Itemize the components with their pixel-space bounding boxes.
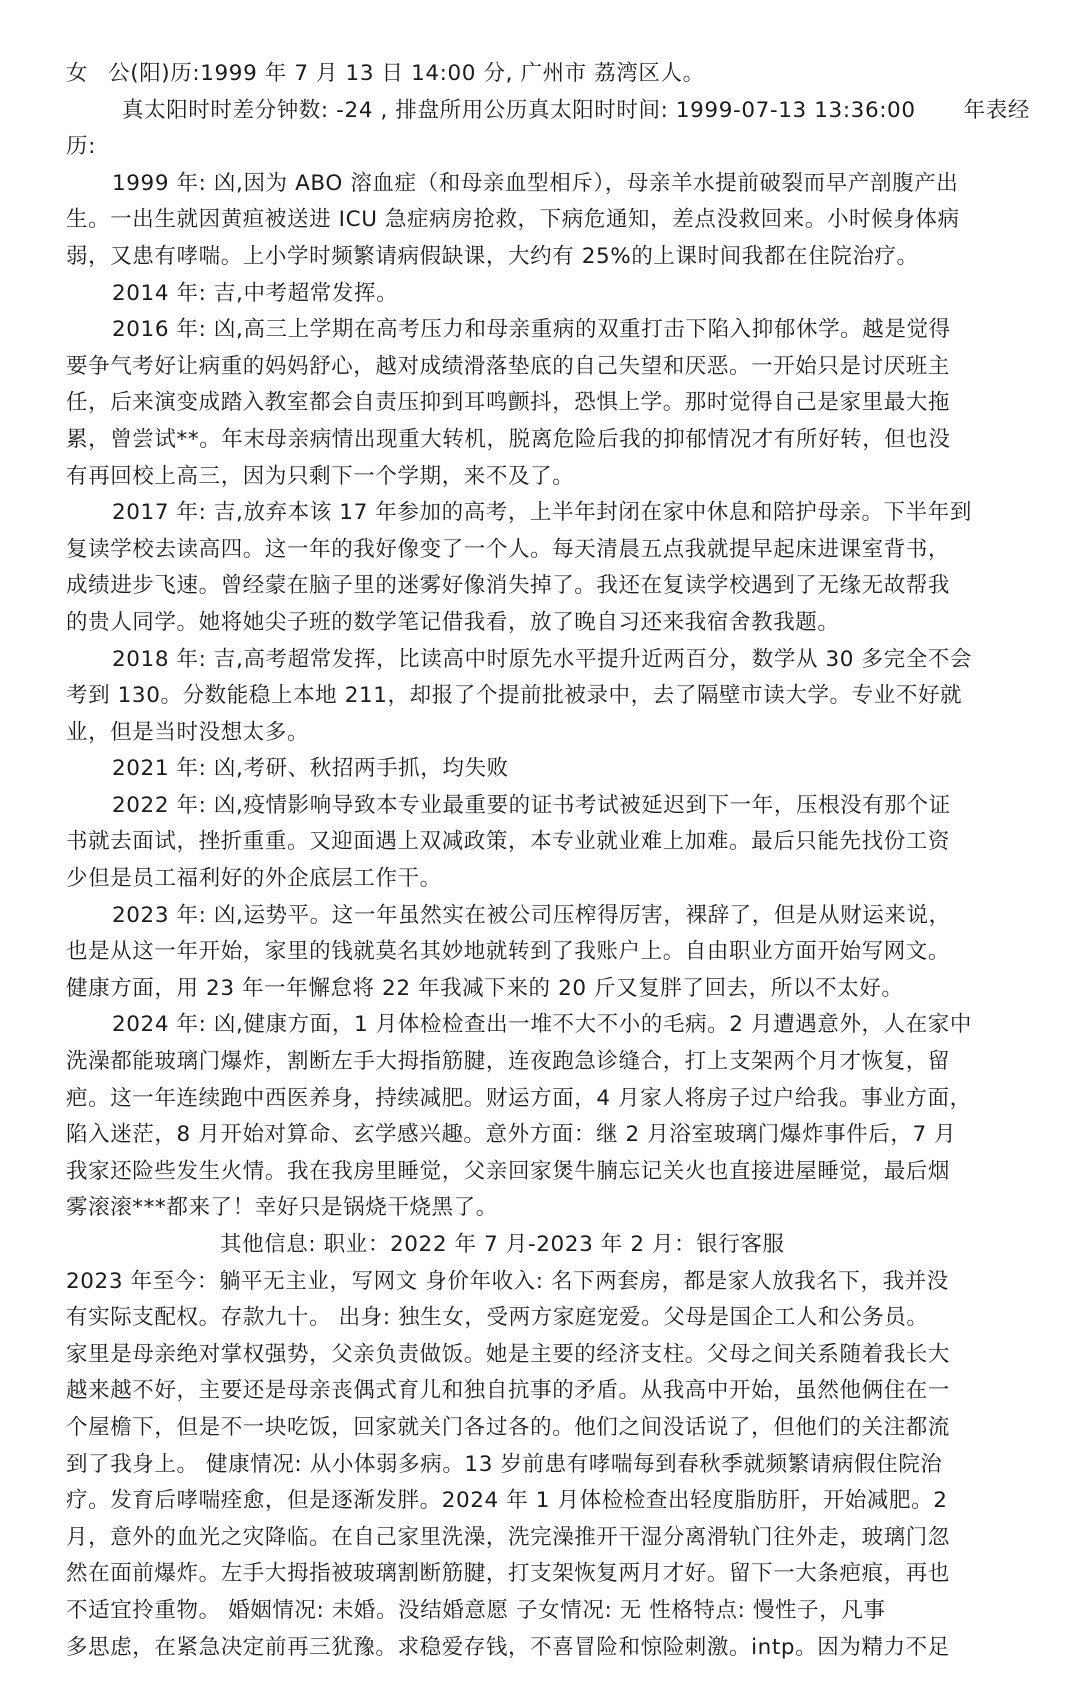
other-info-line: 月，意外的血光之灾降临。在自己家里洗澡，洗完澡推开干湿分离滑轨门往外走，玻璃门忽 xyxy=(66,1524,951,1550)
other-info-heading-text: 其他信息: 职业：2022 年 7 月-2023 年 2 月：银行客服 xyxy=(220,1232,785,1257)
chronology-entry xyxy=(66,312,962,495)
entry-first-line: 1999 年: 凶,因为 ABO 溶血症（和母亲血型相斥），母亲羊水提前破裂而早产剖腹产出 xyxy=(112,170,959,196)
chronology-entry xyxy=(66,898,962,1008)
chronology-label: 年表经 xyxy=(963,97,1030,123)
entry-first-line: 2016 年: 凶,高三上学期在高考压力和母亲重病的双重打击下陷入抑郁休学。越是觉得 xyxy=(112,317,951,343)
entry-line: 洗澡都能玻璃门爆炸，割断左手大拇指筋腱，连夜跑急诊缝合，打上支架两个月才恢复，留 xyxy=(66,1049,951,1075)
solar-time-line xyxy=(66,93,1030,130)
entry-line: 累，曾尝试**。年末母亲病情出现重大转机，脱离危险后我的抑郁情况才有所好转，但也没 xyxy=(66,426,951,452)
other-info-line: 家里是母亲绝对掌权强势，父亲负责做饭。她是主要的经济支柱。父母之间关系随着我长大 xyxy=(66,1341,951,1367)
entry-first-line: 2017 年: 吉,放弃本该 17 年参加的高考，上半年封闭在家中休息和陪护母亲。下半年到 xyxy=(112,500,972,526)
entry-line: 健康方面，用 23 年一年懈怠将 22 年我减下来的 20 斤又复胖了回去，所以不太好。 xyxy=(66,975,904,1001)
entry-line: 少但是员工福利好的外企底层工作干。 xyxy=(66,866,442,892)
entry-first-line: 2021 年: 凶,考研、秋招两手抓，均失败 xyxy=(112,756,509,782)
entry-line: 要争气考好让病重的妈妈舒心，越对成绩滑落垫底的自己失望和厌恶。一开始只是讨厌班主 xyxy=(66,353,951,379)
entry-line: 成绩进步飞速。曾经蒙在脑子里的迷雾好像消失掉了。我还在复读学校遇到了无缘无故帮我 xyxy=(66,573,951,599)
entry-line: 疤。这一年连续跑中西医养身，持续减肥。财运方面，4 月家人将房子过户给我。事业方面， xyxy=(66,1085,972,1111)
other-info-line: 个屋檐下，但是不一块吃饭，回家就关门各过各的。他们之间没话说了，但他们的关注都流 xyxy=(66,1414,951,1440)
entry-line: 我家还险些发生火情。我在我房里睡觉，父亲回家煲牛腩忘记关火也直接进屋睡觉，最后烟 xyxy=(66,1158,951,1184)
other-info-body xyxy=(66,1264,962,1667)
chronology-entry xyxy=(66,751,962,788)
entry-line: 弱，又患有哮喘。上小学时频繁请病假缺课，大约有 25%的上课时间我都在住院治疗。 xyxy=(66,243,919,269)
entry-first-line: 2018 年: 吉,高考超常发挥，比读高中时原先水平提升近两百分，数学从 30 多完全不会 xyxy=(112,646,972,672)
other-info-line: 有实际支配权。存款九十。 出身: 独生女，受两方家庭宠爱。父母是国企工人和公务员。 xyxy=(66,1305,929,1331)
other-info-line: 然在面前爆炸。左手大拇指被玻璃割断筋腱，打支架恢复两月才好。留下一大条疤痕，再也 xyxy=(66,1561,951,1587)
gender: 女 xyxy=(66,61,89,86)
chronology-label-cont-line xyxy=(66,129,962,166)
entry-line: 雾滚滚***都来了！幸好只是锅烧干烧黑了。 xyxy=(66,1195,498,1221)
entry-line: 有再回校上高三，因为只剩下一个学期，来不及了。 xyxy=(66,463,575,489)
entry-line: 考到 130。分数能稳上本地 211，却报了个提前批被录中，去了隔壁市读大学。专业不好就 xyxy=(66,683,963,709)
birth-info: 公(阳)历:1999 年 7 月 13 日 14:00 分, 广州市 荔湾区人。 xyxy=(108,61,705,86)
entry-line: 书就去面试，挫折重重。又迎面遇上双减政策，本专业就业难上加难。最后只能先找份工资 xyxy=(66,829,951,855)
other-info-heading xyxy=(66,1227,962,1264)
entry-line: 复读学校去读高四。这一年的我好像变了一个人。每天清晨五点我就提早起床进课室背书， xyxy=(66,536,951,562)
chronology-entry xyxy=(66,166,962,276)
entry-first-line: 2024 年: 凶,健康方面，1 月体检检查出一堆不大不小的毛病。2 月遭遇意外，人在家中 xyxy=(112,1012,972,1038)
entry-first-line: 2014 年: 吉,中考超常发挥。 xyxy=(112,280,399,306)
chronology-entry xyxy=(66,788,962,898)
other-info-line: 多思虑，在紧急决定前再三犹豫。求稳爱存钱，不喜冒险和惊险刺激。intp。因为精力不足 xyxy=(66,1634,950,1660)
chronology-entry xyxy=(66,1007,972,1227)
entry-line: 的贵人同学。她将她尖子班的数学笔记借我看，放了晚自习还来我宿舍教我题。 xyxy=(66,609,840,635)
other-info-line: 疗。发育后哮喘痊愈，但是逐渐发胖。2024 年 1 月体检检查出轻度脂肪肝，开始减肥。2 xyxy=(66,1488,948,1514)
solar-time-info: 真太阳时时差分钟数: -24 , 排盘所用公历真太阳时时间: 1999-07-13 13:36:00 xyxy=(122,97,916,123)
entry-line: 也是从这一年开始，家里的钱就莫名其妙地就转到了我账户上。自由职业方面开始写网文。 xyxy=(66,939,951,965)
other-info-line: 到了我身上。 健康情况: 从小体弱多病。13 岁前患有哮喘每到春秋季就频繁请病假住院治 xyxy=(66,1451,943,1477)
entry-line: 生。一出生就因黄疸被送进 ICU 急症病房抢救，下病危通知，差点没救回来。小时候身体病 xyxy=(66,207,960,233)
entry-line: 陷入迷茫，8 月开始对算命、玄学感兴趣。意外方面：继 2 月浴室玻璃门爆炸事件后，7 月 xyxy=(66,1122,957,1148)
entry-first-line: 2023 年: 凶,运势平。这一年虽然实在被公司压榨得厉害，裸辞了，但是从财运来说， xyxy=(112,902,951,928)
chronology-entry xyxy=(66,642,972,752)
entry-first-line: 2022 年: 凶,疫情影响导致本专业最重要的证书考试被延迟到下一年，压根没有那个证 xyxy=(112,792,951,818)
other-info-line: 越来越不好，主要还是母亲丧偶式育儿和独自抗事的矛盾。从我高中开始，虽然他俩住在一 xyxy=(66,1378,951,1404)
chronology-entry xyxy=(66,276,962,313)
chronology-label-cont: 历: xyxy=(66,134,96,160)
other-info-line: 2023 年至今：躺平无主业，写网文 身价年收入: 名下两套房，都是家人放我名下，我并没 xyxy=(66,1268,949,1294)
entry-line: 任，后来演变成踏入教室都会自责压抑到耳鸣颤抖，恐惧上学。那时觉得自己是家里最大拖 xyxy=(66,390,951,416)
birth-info-line xyxy=(66,56,962,93)
chronology-entries xyxy=(66,166,972,1227)
chronology-entry xyxy=(66,495,972,641)
other-info-line: 不适宜拎重物。 婚姻情况: 未婚。没结婚意愿 子女情况: 无 性格特点: 慢性子，凡事 xyxy=(66,1597,886,1623)
entry-line: 业，但是当时没想太多。 xyxy=(66,719,310,745)
